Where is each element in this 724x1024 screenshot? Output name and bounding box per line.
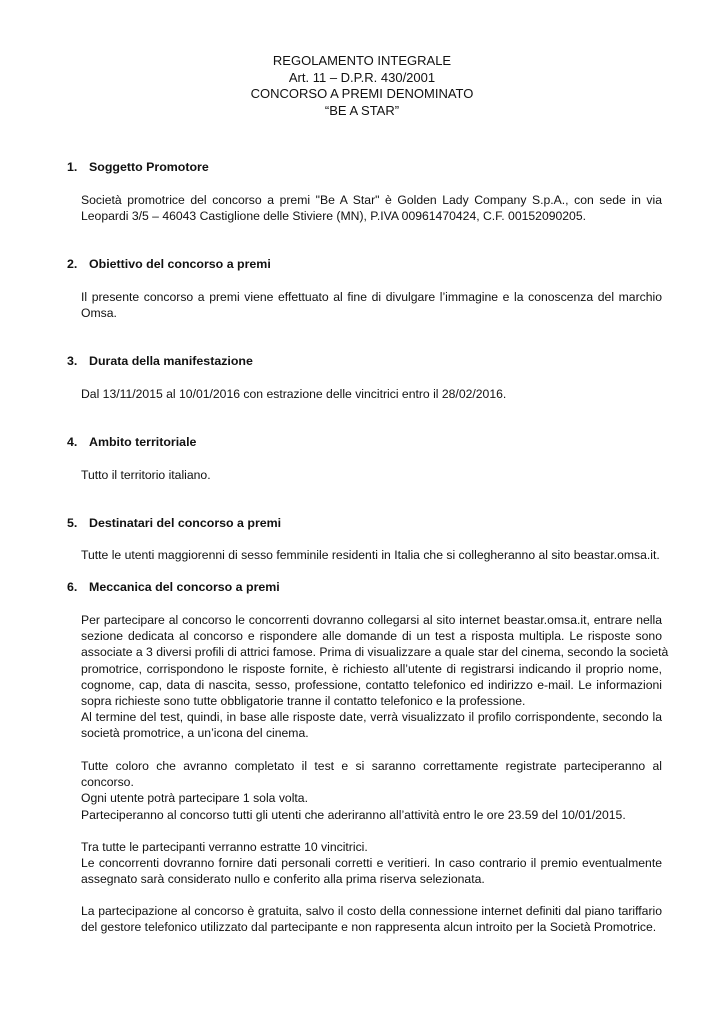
title-line: Art. 11 – D.P.R. 430/2001 xyxy=(288,69,436,85)
text-line: assegnato sarà considerato nullo e conferito alla prima riserva selezionata. xyxy=(81,872,485,887)
section-title: Durata della manifestazione xyxy=(89,354,253,368)
section-6-paragraph-2 xyxy=(81,758,662,823)
section-title: Soggetto Promotore xyxy=(89,160,209,174)
text-line: Società promotrice del concorso a premi "Be A Star" è Golden Lady Company S.p.A., con sede in via xyxy=(81,193,662,207)
text-line: Per partecipare al concorso le concorrenti dovranno collegarsi al sito internet beastar.omsa.it, entrare nella xyxy=(81,613,662,627)
section-number: 5. xyxy=(67,516,78,530)
section-heading-3 xyxy=(67,353,253,369)
text-line: La partecipazione al concorso è gratuita, salvo il costo della connessione internet definiti dal piano tariffario xyxy=(81,904,662,918)
text-line: Tutto il territorio italiano. xyxy=(81,468,211,482)
text-line: Tra tutte le partecipanti verranno estratte 10 vincitrici. xyxy=(81,840,368,854)
section-title: Ambito territoriale xyxy=(89,435,197,449)
text-line: Tutte le utenti maggiorenni di sesso femminile residenti in Italia che si collegheranno al sito beastar.omsa.it. xyxy=(81,548,660,562)
section-title: Destinatari del concorso a premi xyxy=(89,516,282,530)
text-line: Ogni utente potrà partecipare 1 sola volta. xyxy=(81,791,308,806)
text-line: del gestore telefonico utilizzato dal partecipante e non rappresenta alcun introito per la Società Promotrice. xyxy=(81,920,657,935)
text-line: sezione dedicata al concorso e rispondere alle domande di un test a risposta multipla. Le risposte sono xyxy=(81,629,662,644)
text-line: concorso. xyxy=(81,775,134,790)
section-6-paragraph-3 xyxy=(81,839,662,888)
text-line: sopra richieste sono tutte obbligatorie tranne il contatto telefonico e la professione. xyxy=(81,694,526,709)
section-heading-5 xyxy=(67,515,281,531)
text-line: cognome, cap, data di nascita, sesso, professione, contatto telefonico ed indirizzo e-mail. Le informazioni xyxy=(81,677,662,692)
document-title xyxy=(0,53,724,119)
text-line: società promotrice, a un’icona del cinema. xyxy=(81,726,309,741)
section-number: 6. xyxy=(67,580,78,594)
text-line: Le concorrenti dovranno fornire dati personali corretti e veritieri. In caso contrario il premio eventualmente xyxy=(81,856,662,871)
section-title: Meccanica del concorso a premi xyxy=(89,580,280,594)
section-number: 3. xyxy=(67,354,78,368)
section-heading-6 xyxy=(67,579,280,595)
section-heading-1 xyxy=(67,159,209,175)
section-body-2 xyxy=(81,289,662,321)
section-body-1 xyxy=(81,192,662,224)
section-6-paragraph-1 xyxy=(81,612,669,742)
text-line: Omsa. xyxy=(81,306,117,321)
section-body-4 xyxy=(81,467,662,483)
title-line: “BE A STAR” xyxy=(324,102,400,118)
section-number: 1. xyxy=(67,160,78,174)
section-body-3 xyxy=(81,386,662,402)
title-line: CONCORSO A PREMI DENOMINATO xyxy=(250,86,474,102)
section-6-paragraph-4 xyxy=(81,903,662,935)
text-line: Dal 13/11/2015 al 10/01/2016 con estrazione delle vincitrici entro il 28/02/2016. xyxy=(81,387,507,401)
text-line: Parteciperanno al concorso tutti gli utenti che aderiranno all’attività entro le ore 23.59 del 10/01/2015. xyxy=(81,807,626,822)
text-line: promotrice, corrispondono le risposte fornite, è richiesto all’utente di registrarsi indicando il proprio nome, xyxy=(81,661,662,676)
text-line: Tutte coloro che avranno completato il test e si saranno correttamente registrate parteciperanno al xyxy=(81,759,662,773)
section-heading-4 xyxy=(67,434,196,450)
title-line: REGOLAMENTO INTEGRALE xyxy=(272,53,452,68)
text-line: Al termine del test, quindi, in base alle risposte date, verrà visualizzato il profilo corrispondente, secondo la xyxy=(81,710,662,725)
section-body-5 xyxy=(81,547,662,563)
section-number: 4. xyxy=(67,435,78,449)
section-title: Obiettivo del concorso a premi xyxy=(89,257,271,271)
text-line: associate a 3 diversi profili di attrici famose. Prima di visualizzare a quale star del cinema, secondo la società xyxy=(81,645,669,660)
section-heading-2 xyxy=(67,256,271,272)
text-line: Leopardi 3/5 – 46043 Castiglione delle Stiviere (MN), P.IVA 00961470424, C.F. 00152090205. xyxy=(81,209,586,224)
text-line: Il presente concorso a premi viene effettuato al fine di divulgare l’immagine e la conoscenza del marchio xyxy=(81,290,662,304)
section-number: 2. xyxy=(67,257,78,271)
